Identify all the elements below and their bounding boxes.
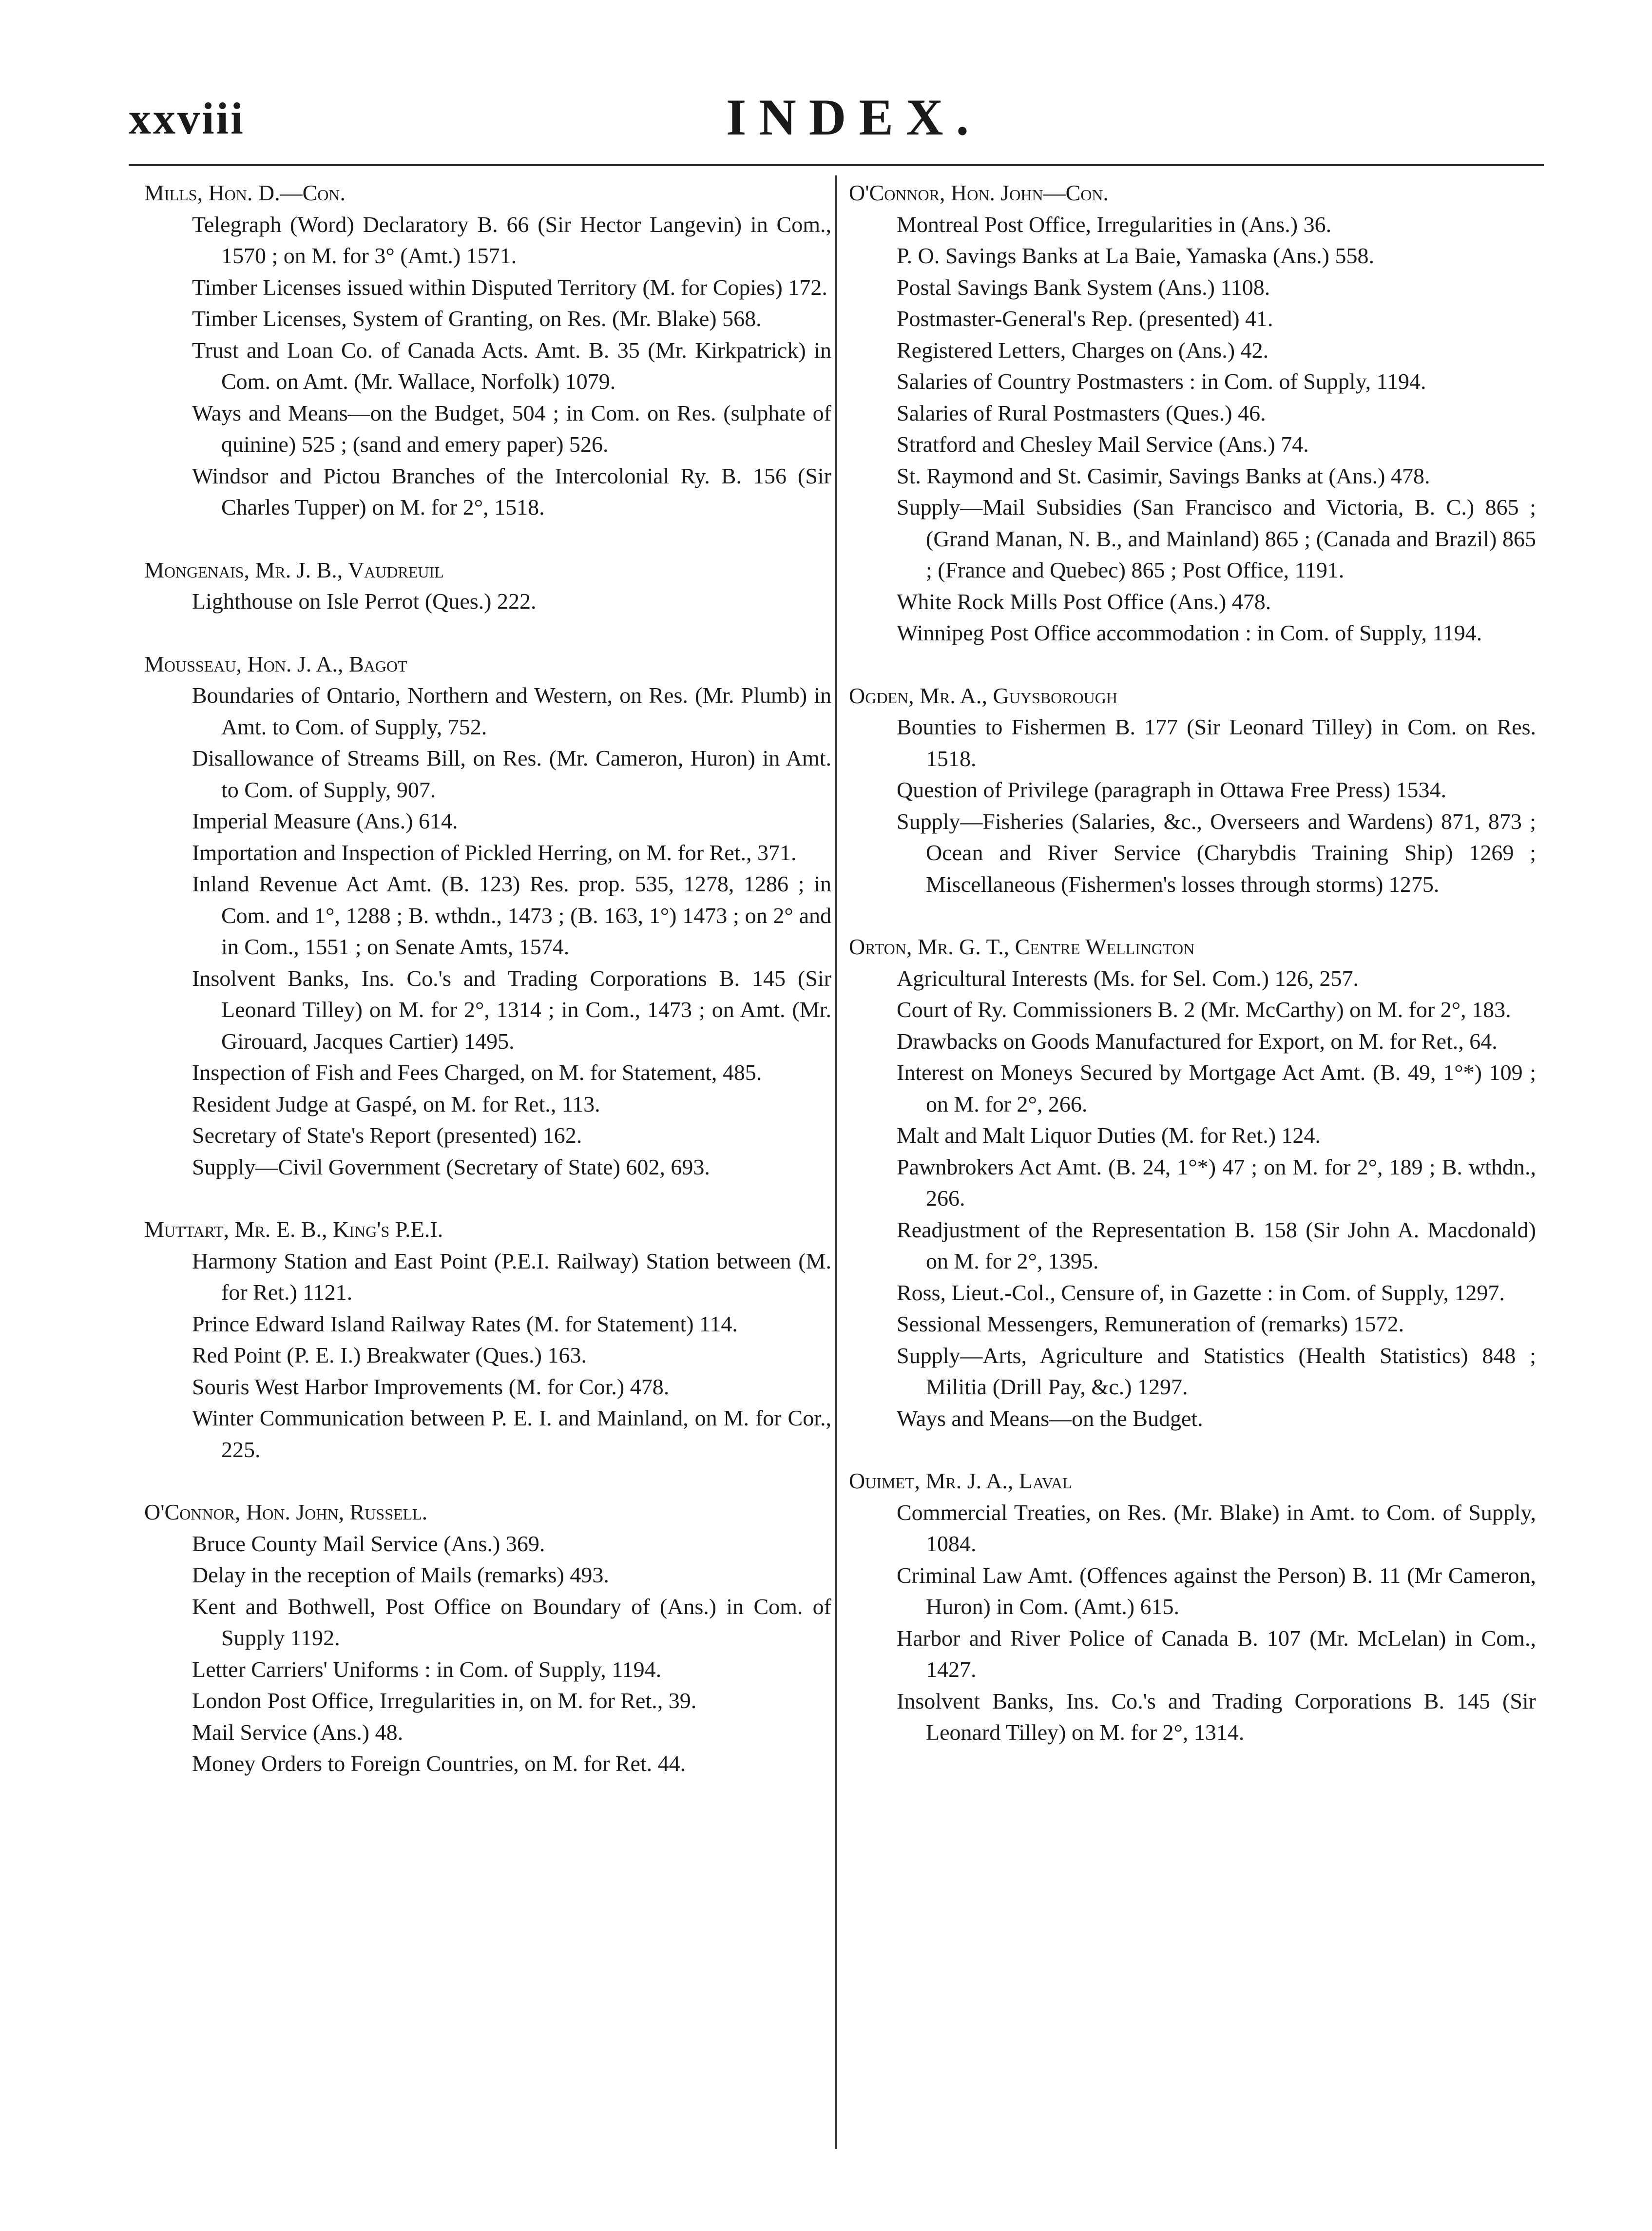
entry-item: Insolvent Banks, Ins. Co.'s and Trading Corporations B. 145 (Sir Leonard Tilley) on M. for 2°, 1314 ; in Com., 1473 ; on Amt. (Mr. Girouard, Jacques Cartier) 1495. (192, 965, 831, 1054)
entry-heading: Ogden, Mr. A., Guysborough (849, 683, 1117, 708)
entry-item: Trust and Loan Co. of Canada Acts. Amt. B. 35 (Mr. Kirkpatrick) in Com. on Amt. (Mr. Wallace, Norfolk) 1079. (192, 337, 831, 394)
index-entry (849, 931, 1536, 1434)
entry-item: Mail Service (Ans.) 48. (192, 1719, 403, 1745)
entry-item: Readjustment of the Representation B. 158 (Sir John A. Macdonald) on M. for 2°, 1395. (897, 1217, 1536, 1273)
entry-heading: Mills, Hon. D.—Con. (144, 180, 346, 205)
entry-heading: Mousseau, Hon. J. A., Bagot (144, 651, 407, 676)
entry-item: Bruce County Mail Service (Ans.) 369. (192, 1531, 545, 1556)
entry-item: Montreal Post Office, Irregularities in (Ans.) 36. (897, 212, 1332, 237)
entry-item: Secretary of State's Report (presented) 162. (192, 1123, 582, 1148)
entry-item: St. Raymond and St. Casimir, Savings Banks at (Ans.) 478. (897, 463, 1430, 488)
entry-item: Red Point (P. E. I.) Breakwater (Ques.) 163. (192, 1343, 587, 1367)
entry-item: Pawnbrokers Act Amt. (B. 24, 1°*) 47 ; on M. for 2°, 189 ; B. wthdn., 266. (897, 1154, 1536, 1211)
entry-item: Harmony Station and East Point (P.E.I. Railway) Station between (M. for Ret.) 1121. (192, 1248, 831, 1305)
entry-item: Salaries of Rural Postmasters (Ques.) 46. (897, 400, 1266, 425)
entry-item: Lighthouse on Isle Perrot (Ques.) 222. (192, 589, 537, 614)
left-column (144, 177, 831, 1811)
entry-item: Money Orders to Foreign Countries, on M. for Ret. 44. (192, 1751, 686, 1776)
entry-item: Ross, Lieut.-Col., Censure of, in Gazette : in Com. of Supply, 1297. (897, 1280, 1505, 1305)
index-entry (144, 177, 831, 523)
entry-item: Commercial Treaties, on Res. (Mr. Blake) in Amt. to Com. of Supply, 1084. (897, 1500, 1536, 1556)
entry-item: Ways and Means—on the Budget. (897, 1405, 1203, 1431)
entry-item: Inspection of Fish and Fees Charged, on M. for Statement, 485. (192, 1060, 762, 1085)
entry-item: Interest on Moneys Secured by Mortgage Act Amt. (B. 49, 1°*) 109 ; on M. for 2°, 266. (897, 1060, 1536, 1116)
page-title: INDEX. (726, 89, 982, 146)
entry-heading: O'Connor, Hon. John—Con. (849, 180, 1109, 205)
page-number: xxviii (129, 94, 245, 143)
entry-item: Prince Edward Island Railway Rates (M. for Statement) 114. (192, 1311, 738, 1336)
column-divider (835, 175, 837, 2149)
entry-item: Importation and Inspection of Pickled Herring, on M. for Ret., 371. (192, 840, 797, 865)
entry-item: Sessional Messengers, Remuneration of (remarks) 1572. (897, 1311, 1404, 1336)
entry-item: Supply—Mail Subsidies (San Francisco and Victoria, B. C.) 865 ; (Grand Manan, N. B., and Mainland) 865 ; (Canada and Brazil) 865 ; (France and Quebec) 865 ; Post Office, 1191. (897, 495, 1536, 582)
entry-heading: Orton, Mr. G. T., Centre Wellington (849, 934, 1195, 959)
index-entry (144, 1497, 831, 1780)
index-entry (144, 1214, 831, 1465)
entry-item: Telegraph (Word) Declaratory B. 66 (Sir Hector Langevin) in Com., 1570 ; on M. for 3° (Amt.) 1571. (192, 212, 831, 268)
entry-item: Registered Letters, Charges on (Ans.) 42. (897, 337, 1269, 363)
entry-item: Stratford and Chesley Mail Service (Ans.) 74. (897, 432, 1309, 457)
index-entry (144, 555, 831, 617)
entry-item: Disallowance of Streams Bill, on Res. (Mr. Cameron, Huron) in Amt. to Com. of Supply, 907. (192, 746, 831, 802)
entry-item: Bounties to Fishermen B. 177 (Sir Leonard Tilley) in Com. on Res. 1518. (897, 714, 1536, 771)
entry-item: Question of Privilege (paragraph in Ottawa Free Press) 1534. (897, 777, 1446, 802)
entry-item: Agricultural Interests (Ms. for Sel. Com.) 126, 257. (897, 965, 1359, 991)
index-entry (849, 680, 1536, 901)
entry-item: Imperial Measure (Ans.) 614. (192, 808, 458, 833)
entry-item: Kent and Bothwell, Post Office on Boundary of (Ans.) in Com. of Supply 1192. (192, 1594, 831, 1650)
entry-item: Windsor and Pictou Branches of the Intercolonial Ry. B. 156 (Sir Charles Tupper) on M. for 2°, 1518. (192, 463, 831, 519)
entry-item: Winter Communication between P. E. I. and Mainland, on M. for Cor., 225. (192, 1405, 831, 1462)
entry-item: Insolvent Banks, Ins. Co.'s and Trading Corporations B. 145 (Sir Leonard Tilley) on M. for 2°, 1314. (897, 1688, 1536, 1745)
entry-item: London Post Office, Irregularities in, on M. for Ret., 39. (192, 1688, 697, 1713)
entry-item: Timber Licenses issued within Disputed Territory (M. for Copies) 172. (192, 274, 827, 300)
entry-heading: O'Connor, Hon. John, Russell. (144, 1500, 428, 1524)
entry-item: Winnipeg Post Office accommodation : in Com. of Supply, 1194. (897, 620, 1482, 645)
entry-item: Harbor and River Police of Canada B. 107 (Mr. McLelan) in Com., 1427. (897, 1625, 1536, 1682)
index-entry (144, 649, 831, 1183)
entry-item: Postal Savings Bank System (Ans.) 1108. (897, 274, 1270, 300)
entry-item: Supply—Civil Government (Secretary of State) 602, 693. (192, 1154, 710, 1179)
entry-heading: Ouimet, Mr. J. A., Laval (849, 1468, 1072, 1493)
entry-item: Ways and Means—on the Budget, 504 ; in Com. on Res. (sulphate of quinine) 525 ; (sand and emery paper) 526. (192, 400, 831, 457)
right-column (849, 177, 1536, 1780)
index-entry (849, 177, 1536, 649)
index-entry (849, 1465, 1536, 1749)
entry-item: White Rock Mills Post Office (Ans.) 478. (897, 589, 1271, 614)
entry-item: Drawbacks on Goods Manufactured for Export, on M. for Ret., 64. (897, 1028, 1498, 1054)
entry-item: Criminal Law Amt. (Offences against the Person) B. 11 (Mr Cameron, Huron) in Com. (Amt.) 615. (897, 1562, 1536, 1619)
entry-item: Letter Carriers' Uniforms : in Com. of Supply, 1194. (192, 1656, 662, 1682)
entry-item: Delay in the reception of Mails (remarks) 493. (192, 1562, 609, 1587)
entry-heading: Mongenais, Mr. J. B., Vaudreuil (144, 557, 444, 582)
entry-item: Souris West Harbor Improvements (M. for Cor.) 478. (192, 1374, 670, 1399)
header-rule (129, 164, 1544, 166)
entry-item: Supply—Fisheries (Salaries, &c., Overseers and Wardens) 871, 873 ; Ocean and River Service (Charybdis Training Ship) 1269 ; Miscellaneous (Fishermen's losses through storms) 1275. (897, 808, 1536, 897)
entry-item: Inland Revenue Act Amt. (B. 123) Res. prop. 535, 1278, 1286 ; in Com. and 1°, 1288 ; B. wthdn., 1473 ; (B. 163, 1°) 1473 ; on 2° and in Com., 1551 ; on Senate Amts, 1574. (192, 871, 831, 959)
entry-item: Salaries of Country Postmasters : in Com. of Supply, 1194. (897, 369, 1426, 394)
entry-item: P. O. Savings Banks at La Baie, Yamaska (Ans.) 558. (897, 243, 1374, 268)
entry-item: Resident Judge at Gaspé, on M. for Ret., 113. (192, 1091, 600, 1116)
entry-item: Boundaries of Ontario, Northern and Western, on Res. (Mr. Plumb) in Amt. to Com. of Supply, 752. (192, 683, 831, 739)
entry-item: Malt and Malt Liquor Duties (M. for Ret.) 124. (897, 1123, 1321, 1148)
entry-item: Postmaster-General's Rep. (presented) 41. (897, 306, 1273, 331)
entry-item: Court of Ry. Commissioners B. 2 (Mr. McCarthy) on M. for 2°, 183. (897, 997, 1511, 1022)
entry-item: Timber Licenses, System of Granting, on Res. (Mr. Blake) 568. (192, 306, 762, 331)
entry-heading: Muttart, Mr. E. B., King's P.E.I. (144, 1217, 443, 1242)
entry-item: Supply—Arts, Agriculture and Statistics (Health Statistics) 848 ; Militia (Drill Pay, &c.) 1297. (897, 1343, 1536, 1399)
